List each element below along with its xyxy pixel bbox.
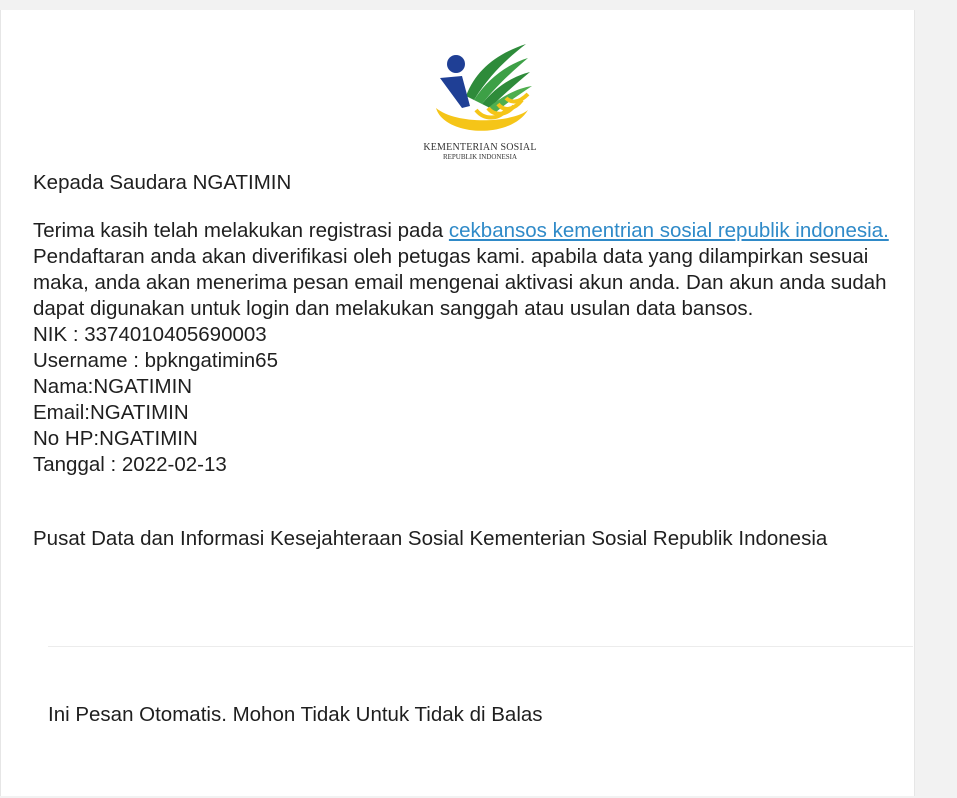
registration-paragraph — [33, 218, 913, 322]
username-field: Username : bpkngatimin65 — [33, 349, 278, 372]
nama-field: Nama:NGATIMIN — [33, 375, 193, 398]
date-field: Tanggal : 2022-02-13 — [33, 453, 227, 476]
letter-body — [33, 168, 913, 552]
logo-subtitle: REPUBLIK INDONESIA — [442, 153, 518, 161]
auto-reply-notice: Ini Pesan Otomatis. Mohon Tidak Untuk Tidak di Balas — [48, 703, 543, 726]
nik-field: NIK : 3374010405690003 — [33, 323, 267, 346]
greeting: Kepada Saudara NGATIMIN — [33, 171, 292, 194]
cekbansos-link[interactable]: cekbansos kementrian sosial republik indonesia. — [448, 219, 889, 242]
kemensos-emblem-icon — [418, 40, 542, 140]
kemensos-logo — [418, 40, 542, 168]
intro-text: Terima kasih telah melakukan registrasi pada — [33, 219, 449, 242]
logo-title: KEMENTERIAN SOSIAL — [423, 142, 537, 153]
phone-field: No HP:NGATIMIN — [33, 427, 198, 450]
body-text: Pendaftaran anda akan diverifikasi oleh petugas kami. apabila data yang dilampirkan sesuai maka, anda akan menerima pesan email mengenai aktivasi akun anda. Dan akun anda sudah dapat digunakan untuk login dan melakukan sanggah atau usulan data bansos. — [33, 245, 887, 320]
organization-signature: Pusat Data dan Informasi Kesejahteraan Sosial Kementerian Sosial Republik Indonesia — [33, 527, 828, 550]
email-field: Email:NGATIMIN — [33, 401, 189, 424]
footer-divider — [48, 646, 913, 647]
